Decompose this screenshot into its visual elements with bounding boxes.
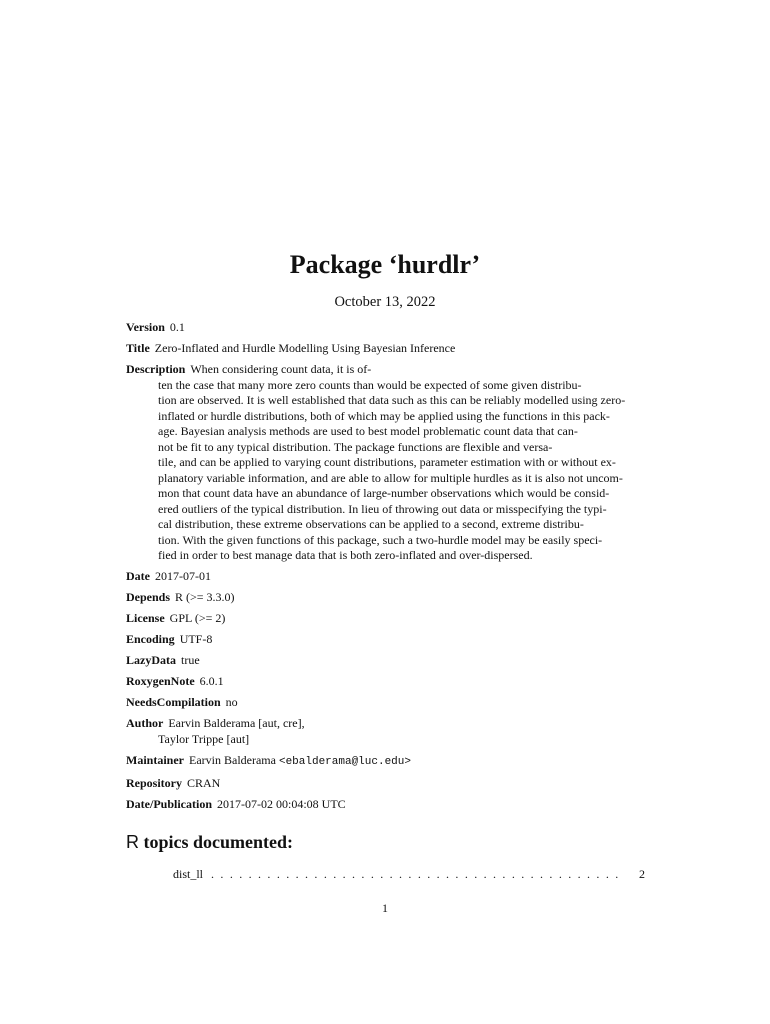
description-line: ten the case that many more zero counts than would be expected of some given distribu-	[158, 377, 582, 392]
field-version	[126, 320, 656, 336]
field-key: Date/Publication	[126, 796, 212, 811]
field-key: Repository	[126, 775, 182, 790]
field-key: Encoding	[126, 632, 175, 646]
description-line: fied in order to best manage data that is both zero-inflated and over-dispersed.	[158, 548, 533, 562]
field-value: Zero-Inflated and Hurdle Modelling Using Bayesian Inference	[154, 341, 456, 355]
description-line: ered outliers of the typical distribution. In lieu of throwing out data or misspecifying the typi-	[158, 501, 607, 516]
field-maintainer	[126, 753, 656, 771]
toc-entry-dist-ll[interactable]	[173, 867, 645, 882]
description-line-0: Description When considering count data, it is of-	[126, 362, 372, 376]
description-line: tion. With the given functions of this package, such a two-hurdle model may be easily speci-	[158, 532, 603, 547]
toc-dot-leader: ............................................	[211, 867, 625, 881]
author-line-2: Taylor Trippe [aut]	[158, 731, 250, 746]
description-fields	[126, 320, 656, 818]
field-key: Depends	[126, 590, 171, 604]
field-value: true	[181, 653, 200, 667]
field-value: 0.1	[169, 320, 185, 334]
topics-heading-text: topics documented:	[143, 832, 293, 852]
page-number: 1	[382, 901, 388, 915]
maintainer-name: Earvin Balderama	[189, 752, 276, 767]
field-key: RoxygenNote	[126, 674, 195, 688]
field-value: 6.0.1	[199, 674, 224, 688]
field-date	[126, 569, 656, 585]
field-value: R (>= 3.3.0)	[175, 590, 235, 604]
field-value: 2017-07-02 00:04:08 UTC	[217, 796, 346, 811]
field-depends	[126, 590, 656, 606]
field-license	[126, 611, 656, 627]
field-key: Version	[126, 320, 165, 334]
field-key: Maintainer	[126, 752, 184, 767]
field-key: Date	[126, 569, 150, 583]
field-author	[126, 716, 656, 747]
description-line: planatory variable information, and are able to allow for multiple hurdles as it is also not uncom-	[158, 470, 623, 485]
topics-heading-r: R	[126, 832, 139, 852]
document-date: October 13, 2022	[334, 294, 436, 310]
maintainer-email: <ebalderama@luc.edu>	[278, 755, 411, 768]
field-value: 2017-07-01	[155, 569, 211, 583]
field-value: CRAN	[187, 775, 221, 790]
field-key: Title	[126, 341, 150, 355]
description-line: tion are observed. It is well established that data such as this can be reliably modelled using zero-	[158, 393, 626, 407]
description-line: tile, and can be applied to varying count distributions, parameter estimation with or without ex-	[158, 455, 616, 469]
field-key: Description	[126, 362, 186, 376]
field-description	[126, 362, 656, 564]
field-key: LazyData	[126, 653, 176, 667]
description-line: not be fit to any typical distribution. The package functions are flexible and versa-	[158, 439, 553, 454]
field-key: License	[126, 611, 165, 625]
package-title: Package ‘hurdlr’	[289, 250, 481, 279]
description-line: mon that count data have an abundance of large-number observations which would be consid-	[158, 486, 610, 500]
field-needscompilation	[126, 695, 656, 711]
description-line: inflated or hurdle distributions, both of which may be applied using the functions in this pack-	[158, 408, 610, 423]
field-title	[126, 341, 656, 357]
field-roxygennote	[126, 674, 656, 690]
field-key: NeedsCompilation	[126, 695, 221, 709]
toc-entry-name[interactable]: dist_ll	[173, 867, 204, 881]
toc-entry-page[interactable]: 2	[639, 867, 645, 881]
field-repository	[126, 776, 656, 792]
field-value: GPL (>= 2)	[169, 611, 226, 625]
author-line-1: Earvin Balderama [aut, cre],	[168, 716, 305, 730]
field-key: Author	[126, 716, 164, 730]
field-value: no	[225, 695, 238, 709]
topics-heading	[126, 832, 293, 853]
field-value: UTF-8	[179, 632, 213, 646]
description-line: cal distribution, these extreme observations can be applied to a second, extreme distribu-	[158, 517, 584, 531]
description-line: age. Bayesian analysis methods are used to best model problematic count data that can-	[158, 424, 578, 438]
field-encoding	[126, 632, 656, 648]
field-lazydata	[126, 653, 656, 669]
field-date-publication	[126, 797, 656, 813]
